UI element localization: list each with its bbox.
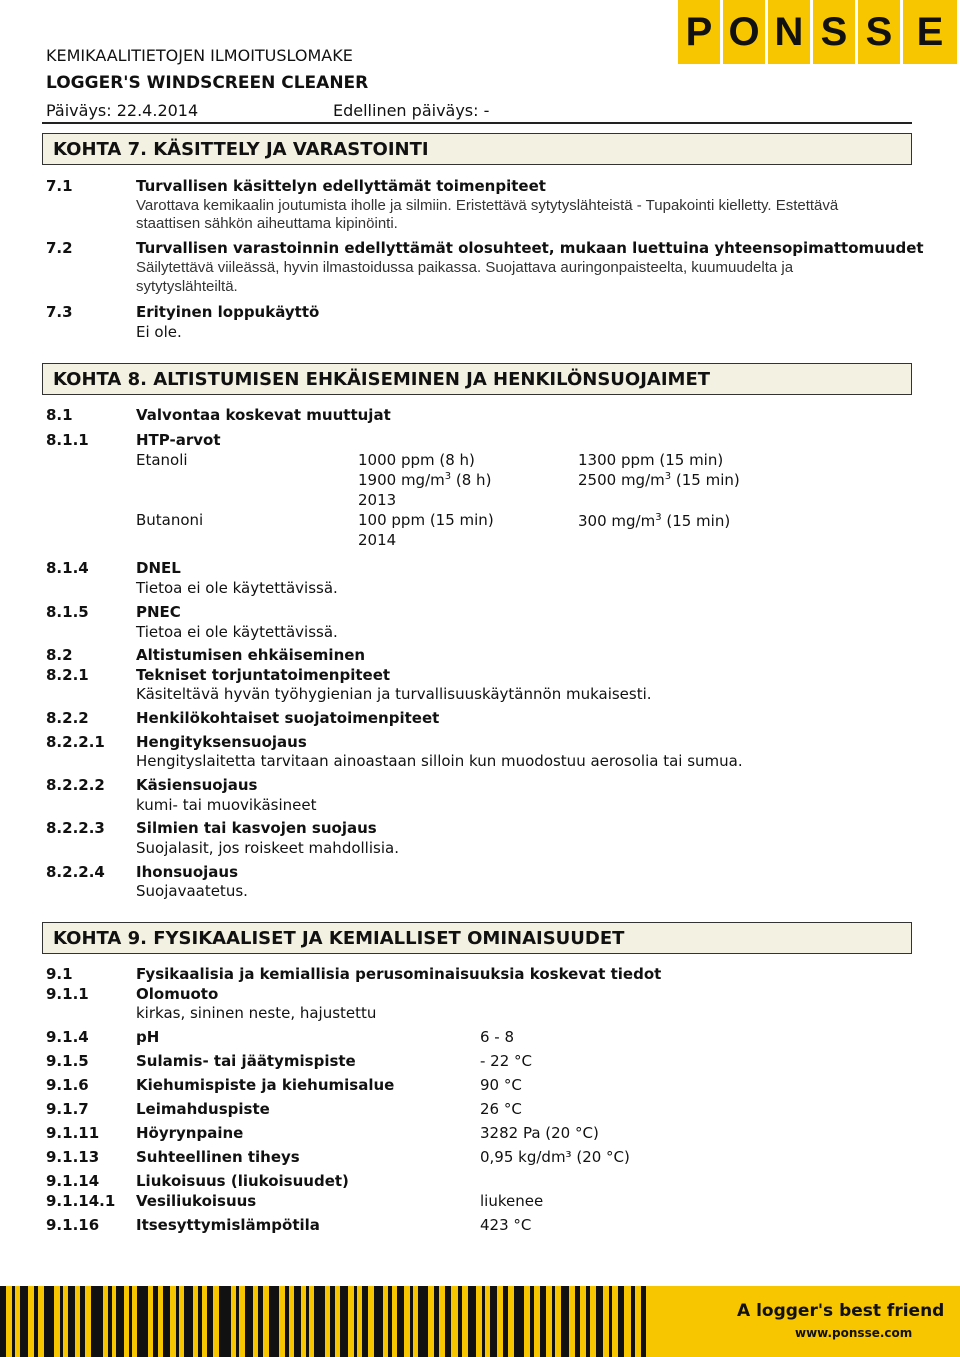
property-value: 0,95 kg/dm³ (20 °C) — [480, 1148, 630, 1166]
logo-letter: S — [858, 0, 900, 64]
document-date: Päiväys: 22.4.2014 — [46, 101, 199, 120]
item-heading: Olomuoto — [136, 985, 219, 1003]
item-heading: Hengityksensuojaus — [136, 733, 307, 751]
item-text: Käsiteltävä hyvän työhygienian ja turvallisuuskäytännön mukaisesti. — [136, 685, 652, 703]
property-row — [0, 1147, 960, 1167]
barcode-stripe — [184, 1286, 193, 1357]
barcode-stripe — [374, 1286, 383, 1357]
limit-value: 1300 ppm (15 min) — [578, 451, 724, 469]
barcode-stripe — [397, 1286, 404, 1357]
barcode-stripe — [388, 1286, 392, 1357]
barcode-stripe — [530, 1286, 534, 1357]
barcode-stripe — [340, 1286, 348, 1357]
property-label: Kiehumispiste ja kiehumisalue — [136, 1076, 395, 1094]
property-row — [0, 1075, 960, 1095]
barcode-stripe — [418, 1286, 428, 1357]
barcode-stripe — [561, 1286, 569, 1357]
barcode-stripe — [269, 1286, 279, 1357]
item-heading: Turvallisen käsittelyn edellyttämät toimenpiteet — [136, 177, 546, 195]
value-text: 2500 mg/m — [578, 471, 665, 489]
item-text: Suojavaatetus. — [136, 882, 248, 900]
barcode-stripe — [207, 1286, 213, 1357]
barcode-stripe — [434, 1286, 439, 1357]
substance-name: Etanoli — [136, 451, 188, 469]
barcode-stripe — [34, 1286, 38, 1357]
previous-date: Edellinen päiväys: - — [333, 101, 490, 120]
item-number: 8.1 — [46, 406, 73, 424]
property-row — [0, 1099, 960, 1119]
limit-year: 2013 — [358, 491, 397, 509]
barcode-stripe — [362, 1286, 368, 1357]
property-number: 9.1.16 — [46, 1216, 100, 1234]
item-text: Hengityslaitetta tarvitaan ainoastaan silloin kun muodostuu aerosolia tai sumua. — [136, 752, 743, 770]
property-label: pH — [136, 1028, 160, 1046]
barcode-stripe — [108, 1286, 112, 1357]
item-number: 8.2.2.1 — [46, 733, 105, 751]
property-row — [0, 1171, 960, 1191]
barcode-stripe — [586, 1286, 590, 1357]
item-heading: DNEL — [136, 559, 181, 577]
item-number: 8.2.2.2 — [46, 776, 105, 794]
property-row — [0, 1215, 960, 1235]
barcode-stripe — [540, 1286, 546, 1357]
item-number: 8.1.4 — [46, 559, 89, 577]
barcode-stripe — [0, 1286, 6, 1357]
item-number: 8.2.1 — [46, 666, 89, 684]
item-heading: PNEC — [136, 603, 181, 621]
property-value: 423 °C — [480, 1216, 532, 1234]
barcode-stripe — [458, 1286, 462, 1357]
value-text: (8 h) — [451, 471, 492, 489]
barcode-stripe — [198, 1286, 202, 1357]
barcode-stripe — [68, 1286, 75, 1357]
item-heading: Tekniset torjuntatoimenpiteet — [136, 666, 391, 684]
property-value: - 22 °C — [480, 1052, 533, 1070]
barcode-stripe — [641, 1286, 646, 1357]
property-number: 9.1.14 — [46, 1172, 100, 1190]
property-number: 9.1.13 — [46, 1148, 100, 1166]
item-number: 8.2 — [46, 646, 73, 664]
property-value: liukenee — [480, 1192, 544, 1210]
item-heading: Käsiensuojaus — [136, 776, 258, 794]
item-heading: Fysikaalisia ja kemiallisia perusominaisuuksia koskevat tiedot — [136, 965, 662, 983]
header-divider — [42, 122, 912, 124]
item-number: 7.2 — [46, 239, 73, 257]
logo-letter: E — [903, 0, 957, 64]
item-heading: Henkilökohtaiset suojatoimenpiteet — [136, 709, 440, 727]
item-text: Suojalasit, jos roiskeet mahdollisia. — [136, 839, 399, 857]
item-number: 7.3 — [46, 303, 73, 321]
barcode-stripe — [258, 1286, 263, 1357]
item-text: kumi- tai muovikäsineet — [136, 796, 317, 814]
property-label: Vesiliukoisuus — [136, 1192, 257, 1210]
barcode-stripe — [631, 1286, 635, 1357]
property-label: Leimahduspiste — [136, 1100, 270, 1118]
barcode-stripe — [609, 1286, 612, 1357]
barcode-stripe — [176, 1286, 179, 1357]
item-heading: Altistumisen ehkäiseminen — [136, 646, 366, 664]
section-title: KOHTA 8. ALTISTUMISEN EHKÄISEMINEN JA HENKILÖNSUOJAIMET — [53, 369, 711, 390]
barcode-stripe — [137, 1286, 148, 1357]
barcode-stripe — [575, 1286, 580, 1357]
value-exponent: 3 — [655, 512, 662, 523]
property-row — [0, 1123, 960, 1143]
barcode-stripe — [354, 1286, 357, 1357]
barcode-stripe — [60, 1286, 63, 1357]
logo-letter: S — [813, 0, 855, 64]
item-text: Tietoa ei ole käytettävissä. — [136, 579, 338, 597]
property-label: Höyrynpaine — [136, 1124, 244, 1142]
footer-slogan: A logger's best friend — [737, 1301, 945, 1321]
property-number: 9.1.14.1 — [46, 1192, 116, 1210]
item-heading: Silmien tai kasvojen suojaus — [136, 819, 377, 837]
item-heading: Erityinen loppukäyttö — [136, 303, 320, 321]
value-text: (15 min) — [661, 512, 731, 530]
limit-value — [578, 470, 740, 490]
property-value: 3282 Pa (20 °C) — [480, 1124, 599, 1142]
property-number: 9.1.7 — [46, 1100, 89, 1118]
logo-letter: P — [678, 0, 720, 64]
property-row — [0, 1051, 960, 1071]
barcode-stripe — [552, 1286, 555, 1357]
logo-letter: O — [723, 0, 765, 64]
barcode-stripe — [445, 1286, 451, 1357]
value-text: (15 min) — [671, 471, 740, 489]
item-number: 9.1.1 — [46, 985, 89, 1003]
property-number: 9.1.6 — [46, 1076, 89, 1094]
item-number: 8.2.2 — [46, 709, 89, 727]
item-number: 8.2.2.4 — [46, 863, 105, 881]
barcode-stripe — [306, 1286, 309, 1357]
item-heading: Ihonsuojaus — [136, 863, 239, 881]
barcode-stripe — [468, 1286, 476, 1357]
item-heading: HTP-arvot — [136, 431, 221, 449]
barcode-stripe — [618, 1286, 624, 1357]
form-title: KEMIKAALITIETOJEN ILMOITUSLOMAKE — [46, 46, 353, 65]
barcode-stripe — [80, 1286, 85, 1357]
item-text: kirkas, sininen neste, hajustettu — [136, 1004, 377, 1022]
item-number: 8.2.2.3 — [46, 819, 105, 837]
barcode-stripe — [91, 1286, 103, 1357]
item-text: sytytyslähteiltä. — [136, 278, 238, 295]
barcode-stripe — [503, 1286, 508, 1357]
property-row — [0, 1191, 960, 1211]
footer-url[interactable]: www.ponsse.com — [795, 1326, 913, 1340]
product-name: LOGGER'S WINDSCREEN CLEANER — [46, 73, 369, 93]
property-number: 9.1.11 — [46, 1124, 100, 1142]
value-exponent: 3 — [664, 471, 672, 482]
value-text: 1900 mg/m — [358, 471, 445, 489]
item-text: staattisen sähkön aiheuttama kipinöinti. — [136, 215, 398, 232]
barcode-stripe — [245, 1286, 253, 1357]
limit-value — [358, 470, 491, 490]
value-exponent: 3 — [444, 471, 452, 482]
section-title: KOHTA 7. KÄSITTELY JA VARASTOINTI — [53, 139, 429, 160]
property-value: 26 °C — [480, 1100, 522, 1118]
barcode-stripe — [294, 1286, 301, 1357]
limit-value: 1000 ppm (8 h) — [358, 451, 475, 469]
barcode-stripe — [129, 1286, 132, 1357]
item-number: 9.1 — [46, 965, 73, 983]
barcode-stripe — [330, 1286, 335, 1357]
substance-name: Butanoni — [136, 511, 204, 529]
logo-letter: N — [768, 0, 810, 64]
barcode-stripe — [153, 1286, 158, 1357]
barcode-stripe — [163, 1286, 170, 1357]
property-number: 9.1.4 — [46, 1028, 89, 1046]
property-value: 90 °C — [480, 1076, 522, 1094]
item-number: 7.1 — [46, 177, 73, 195]
item-heading: Valvontaa koskevat muuttujat — [136, 406, 391, 424]
limit-value — [578, 511, 730, 531]
barcode-stripe — [219, 1286, 231, 1357]
item-text: Ei ole. — [136, 323, 182, 341]
section-7-heading — [42, 133, 912, 165]
barcode-stripe — [490, 1286, 497, 1357]
barcode-stripe — [596, 1286, 603, 1357]
barcode-stripe — [285, 1286, 289, 1357]
barcode-stripe — [314, 1286, 325, 1357]
property-value: 6 - 8 — [480, 1028, 515, 1046]
barcode-stripe — [20, 1286, 28, 1357]
property-label: Sulamis- tai jäätymispiste — [136, 1052, 356, 1070]
value-text: 300 mg/m — [578, 512, 656, 530]
footer-band — [0, 1286, 960, 1357]
barcode-stripe — [44, 1286, 54, 1357]
property-label: Liukoisuus (liukoisuudet) — [136, 1172, 349, 1190]
property-row — [0, 1027, 960, 1047]
barcode-stripe — [410, 1286, 413, 1357]
limit-value: 100 ppm (15 min) — [358, 511, 494, 529]
barcode-stripe — [116, 1286, 124, 1357]
section-9-heading — [42, 922, 912, 954]
item-text: Säilytettävä viileässä, hyvin ilmastoidussa paikassa. Suojattava auringonpaisteelta, kuumuudelta ja — [136, 259, 794, 276]
item-number: 8.1.5 — [46, 603, 89, 621]
property-label: Suhteellinen tiheys — [136, 1148, 300, 1166]
barcode-stripe — [12, 1286, 15, 1357]
item-number: 8.1.1 — [46, 431, 89, 449]
item-text: Varottava kemikaalin joutumista iholle ja silmiin. Eristettävä sytytyslähteistä - Tupakointi kielletty. Estettävä — [136, 197, 839, 214]
property-number: 9.1.5 — [46, 1052, 89, 1070]
barcode-stripe — [236, 1286, 239, 1357]
limit-year: 2014 — [358, 531, 397, 549]
item-text: Tietoa ei ole käytettävissä. — [136, 623, 338, 641]
barcode-stripe — [514, 1286, 524, 1357]
property-label: Itsesyttymislämpötila — [136, 1216, 320, 1234]
section-8-heading — [42, 363, 912, 395]
barcode-stripe — [482, 1286, 485, 1357]
item-heading: Turvallisen varastoinnin edellyttämät olosuhteet, mukaan luettuina yhteensopimattomuudet — [136, 239, 924, 257]
section-title: KOHTA 9. FYSIKAALISET JA KEMIALLISET OMINAISUUDET — [53, 928, 625, 949]
